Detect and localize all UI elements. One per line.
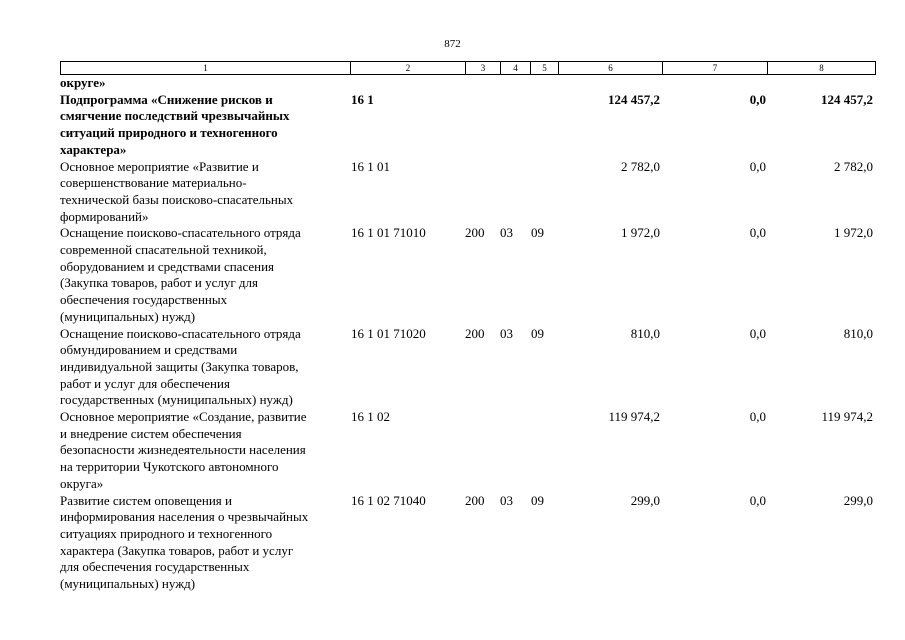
table-row — [60, 225, 876, 325]
table-body — [60, 75, 876, 593]
row-value-8: 2 782,0 — [834, 158, 873, 174]
table-row — [60, 493, 876, 593]
row-subsection: 09 — [531, 225, 544, 241]
header-cell: 1 — [203, 63, 208, 73]
row-name-line: Развитие систем оповещения и — [60, 492, 232, 508]
row-value-6: 299,0 — [630, 492, 660, 508]
row-name — [60, 493, 349, 593]
header-cell: 7 — [662, 62, 767, 74]
row-expense-type: 200 — [465, 325, 485, 341]
row-name-line: технической базы поисково-спасательных — [60, 191, 294, 207]
row-name-line: Основное мероприятие «Создание, развитие — [60, 409, 307, 425]
row-name-line: современной спасательной техникой, — [60, 242, 267, 258]
row-value-8: 124 457,2 — [821, 91, 873, 107]
row-name — [60, 159, 349, 226]
row-name-line: Подпрограмма «Снижение рисков и — [60, 91, 273, 107]
row-name-line: безопасности жизнедеятельности населения — [60, 442, 306, 458]
header-cell: 4 — [500, 62, 530, 74]
row-code: 16 1 02 — [351, 409, 390, 425]
row-value-6: 124 457,2 — [608, 91, 660, 107]
row-code: 16 1 — [351, 91, 374, 107]
row-name-line: округа» — [60, 475, 104, 491]
row-name-line: ситуаций природного и техногенного — [60, 125, 278, 141]
row-name-line: формирований» — [60, 208, 149, 224]
row-name — [60, 409, 349, 493]
row-name-line: информирования населения о чрезвычайных — [60, 509, 309, 525]
row-code: 16 1 01 — [351, 158, 390, 174]
row-value-7: 0,0 — [749, 91, 766, 107]
row-value-6: 2 782,0 — [621, 158, 660, 174]
row-name-line: работ и услуг для обеспечения — [60, 375, 230, 391]
row-value-8: 119 974,2 — [821, 409, 873, 425]
row-name — [60, 92, 349, 159]
row-value-8: 1 972,0 — [834, 225, 873, 241]
column-number-header — [60, 61, 876, 75]
table-row — [60, 159, 876, 226]
row-name-line: (муниципальных) нужд) — [60, 576, 196, 592]
row-name-line: округе» — [60, 75, 106, 90]
row-expense-type: 200 — [465, 225, 485, 241]
row-subsection: 09 — [531, 325, 544, 341]
row-expense-type: 200 — [465, 492, 485, 508]
row-name-line: для обеспечения государственных — [60, 559, 250, 575]
row-name-line: государственных (муниципальных) нужд) — [60, 392, 293, 408]
row-name-line: характера» — [60, 141, 127, 157]
row-name-line: обеспечения государственных — [60, 292, 228, 308]
header-cell: 6 — [558, 62, 662, 74]
header-cell: 5 — [530, 62, 558, 74]
budget-table — [60, 61, 876, 593]
row-code: 16 1 01 71020 — [351, 325, 426, 341]
row-name-line: совершенствование материально- — [60, 175, 247, 191]
row-code: 16 1 02 71040 — [351, 492, 426, 508]
row-subsection: 09 — [531, 492, 544, 508]
header-cell: 3 — [465, 62, 500, 74]
row-value-7: 0,0 — [749, 325, 766, 341]
row-value-7: 0,0 — [749, 409, 766, 425]
table-row — [60, 409, 876, 493]
page-number: 872 — [444, 38, 461, 50]
row-value-7: 0,0 — [749, 225, 766, 241]
row-name-line: на территории Чукотского автономного — [60, 459, 279, 475]
row-name-line: Основное мероприятие «Развитие и — [60, 158, 259, 174]
header-cell: 8 — [767, 62, 875, 74]
table-row — [60, 92, 876, 159]
row-name-line: индивидуальной защиты (Закупка товаров, — [60, 358, 299, 374]
row-section: 03 — [500, 325, 513, 341]
row-name — [60, 225, 349, 325]
row-name — [60, 75, 349, 92]
row-value-8: 810,0 — [843, 325, 873, 341]
row-name-line: характера (Закупка товаров, работ и услуг — [60, 542, 294, 558]
row-value-8: 299,0 — [843, 492, 873, 508]
row-name — [60, 326, 349, 410]
row-value-7: 0,0 — [749, 158, 766, 174]
row-name-line: Оснащение поисково-спасательного отряда — [60, 325, 301, 341]
row-name-line: и внедрение систем обеспечения — [60, 425, 242, 441]
row-name-line: обмундированием и средствами — [60, 342, 238, 358]
row-section: 03 — [500, 492, 513, 508]
row-name-line: смягчение последствий чрезвычайных — [60, 108, 290, 124]
table-row — [60, 75, 876, 92]
row-value-6: 810,0 — [630, 325, 660, 341]
row-name-line: (Закупка товаров, работ и услуг для — [60, 275, 258, 291]
row-section: 03 — [500, 225, 513, 241]
row-name-line: (муниципальных) нужд) — [60, 308, 196, 324]
row-name-line: Оснащение поисково-спасательного отряда — [60, 225, 301, 241]
row-name-line: оборудованием и средствами спасения — [60, 258, 275, 274]
row-code: 16 1 01 71010 — [351, 225, 426, 241]
table-row — [60, 326, 876, 410]
row-value-6: 1 972,0 — [621, 225, 660, 241]
row-name-line: ситуациях природного и техногенного — [60, 525, 273, 541]
header-cell: 2 — [350, 62, 465, 74]
row-value-7: 0,0 — [749, 492, 766, 508]
row-value-6: 119 974,2 — [608, 409, 660, 425]
